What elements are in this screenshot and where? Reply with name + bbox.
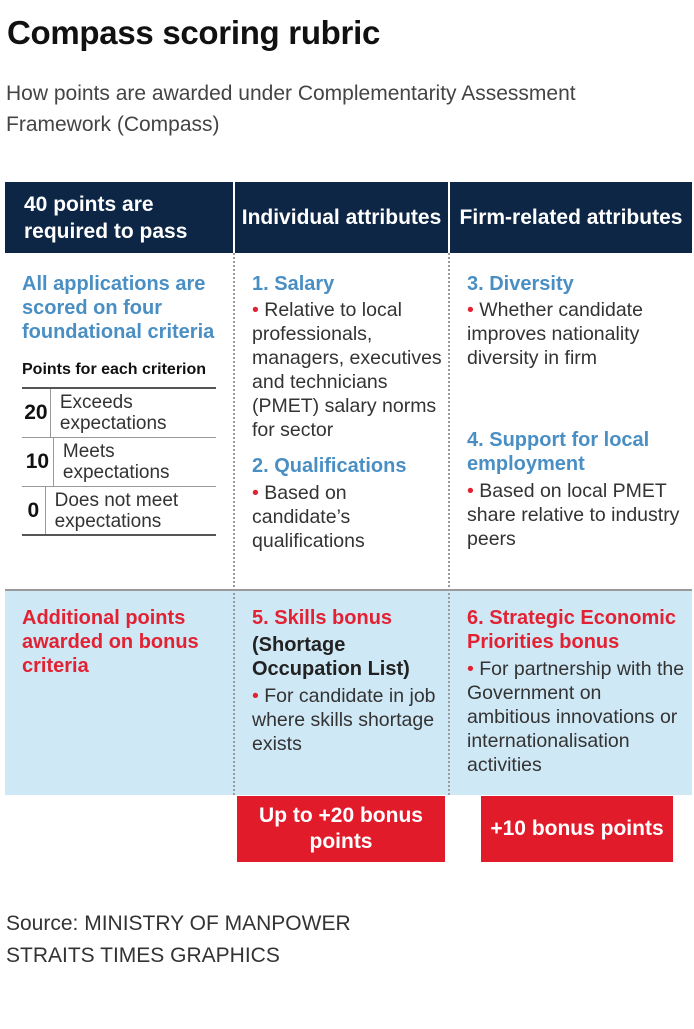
skills-bonus-description-text: For candidate in job where skills shortage exists bbox=[252, 685, 436, 755]
individual-attributes-header bbox=[235, 182, 448, 253]
salary-description bbox=[252, 298, 444, 442]
page-title: Compass scoring rubric bbox=[7, 14, 380, 51]
score-row bbox=[22, 389, 216, 438]
bullet-icon: • bbox=[252, 482, 259, 504]
skills-bonus-subtitle: (Shortage Occupation List) bbox=[252, 634, 410, 680]
strategic-bonus-description bbox=[467, 657, 689, 777]
score-description: Exceeds expectations bbox=[59, 392, 167, 434]
source-line: Source: MINISTRY OF MANPOWER bbox=[6, 912, 351, 935]
bonus-intro: Additional points awarded on bonus criteria bbox=[22, 607, 199, 677]
diversity-title: 3. Diversity bbox=[467, 273, 574, 295]
support-title: 4. Support for local employment bbox=[467, 429, 650, 475]
bullet-icon: • bbox=[252, 685, 259, 707]
qualifications-description-text: Based on candidate’s qualifications bbox=[252, 482, 365, 552]
skills-bonus-description bbox=[252, 684, 444, 756]
strategic-bonus-points-box bbox=[481, 796, 673, 862]
skills-bonus-points-box bbox=[237, 796, 445, 862]
score-description: Meets expectations bbox=[62, 441, 170, 483]
score-row bbox=[22, 438, 216, 487]
salary-description-text: Relative to local professionals, managers, executives and technicians (PMET) salary norms for sector bbox=[252, 299, 442, 441]
score-row bbox=[22, 487, 216, 536]
score-points: 0 bbox=[22, 487, 46, 534]
points-label: Points for each criterion bbox=[22, 361, 207, 378]
skills-bonus-points-text: Up to +20 bonus points bbox=[259, 804, 423, 853]
qualifications-description bbox=[252, 481, 444, 553]
support-description-text: Based on local PMET share relative to industry peers bbox=[467, 480, 680, 550]
source-credit bbox=[6, 908, 351, 972]
score-points: 10 bbox=[22, 438, 54, 486]
pass-requirement-header bbox=[5, 182, 233, 253]
bullet-icon: • bbox=[467, 658, 474, 680]
column-divider-2 bbox=[448, 253, 450, 795]
strategic-bonus-title: 6. Strategic Economic Priorities bonus bbox=[467, 607, 676, 653]
diversity-description-text: Whether candidate improves nationality diversity in firm bbox=[467, 299, 643, 369]
strategic-bonus-points-text: +10 bonus points bbox=[490, 817, 664, 840]
bullet-icon: • bbox=[467, 299, 474, 321]
qualifications-title: 2. Qualifications bbox=[252, 455, 407, 477]
firm-attributes-header bbox=[450, 182, 692, 253]
bullet-icon: • bbox=[252, 299, 259, 321]
graphics-credit: STRAITS TIMES GRAPHICS bbox=[6, 944, 280, 967]
score-table bbox=[22, 387, 216, 536]
score-description: Does not meet expectations bbox=[54, 489, 179, 532]
foundational-intro: All applications are scored on four foundational criteria bbox=[22, 273, 215, 343]
skills-bonus-title: 5. Skills bonus bbox=[252, 607, 393, 629]
support-description bbox=[467, 479, 689, 551]
diversity-description bbox=[467, 298, 689, 370]
strategic-bonus-description-text: For partnership with the Government on ambitious innovations or internationalisation activities bbox=[467, 658, 685, 776]
page-subtitle: How points are awarded under Complementarity Assessment Framework (Compass) bbox=[6, 82, 576, 136]
bullet-icon: • bbox=[467, 480, 474, 502]
salary-title: 1. Salary bbox=[252, 273, 335, 295]
pass-requirement-header-text: 40 points are required to pass bbox=[24, 192, 188, 243]
column-divider-1 bbox=[233, 253, 235, 795]
individual-attributes-header-text: Individual attributes bbox=[241, 206, 442, 229]
score-points: 20 bbox=[22, 389, 51, 437]
firm-attributes-header-text: Firm-related attributes bbox=[459, 206, 683, 229]
